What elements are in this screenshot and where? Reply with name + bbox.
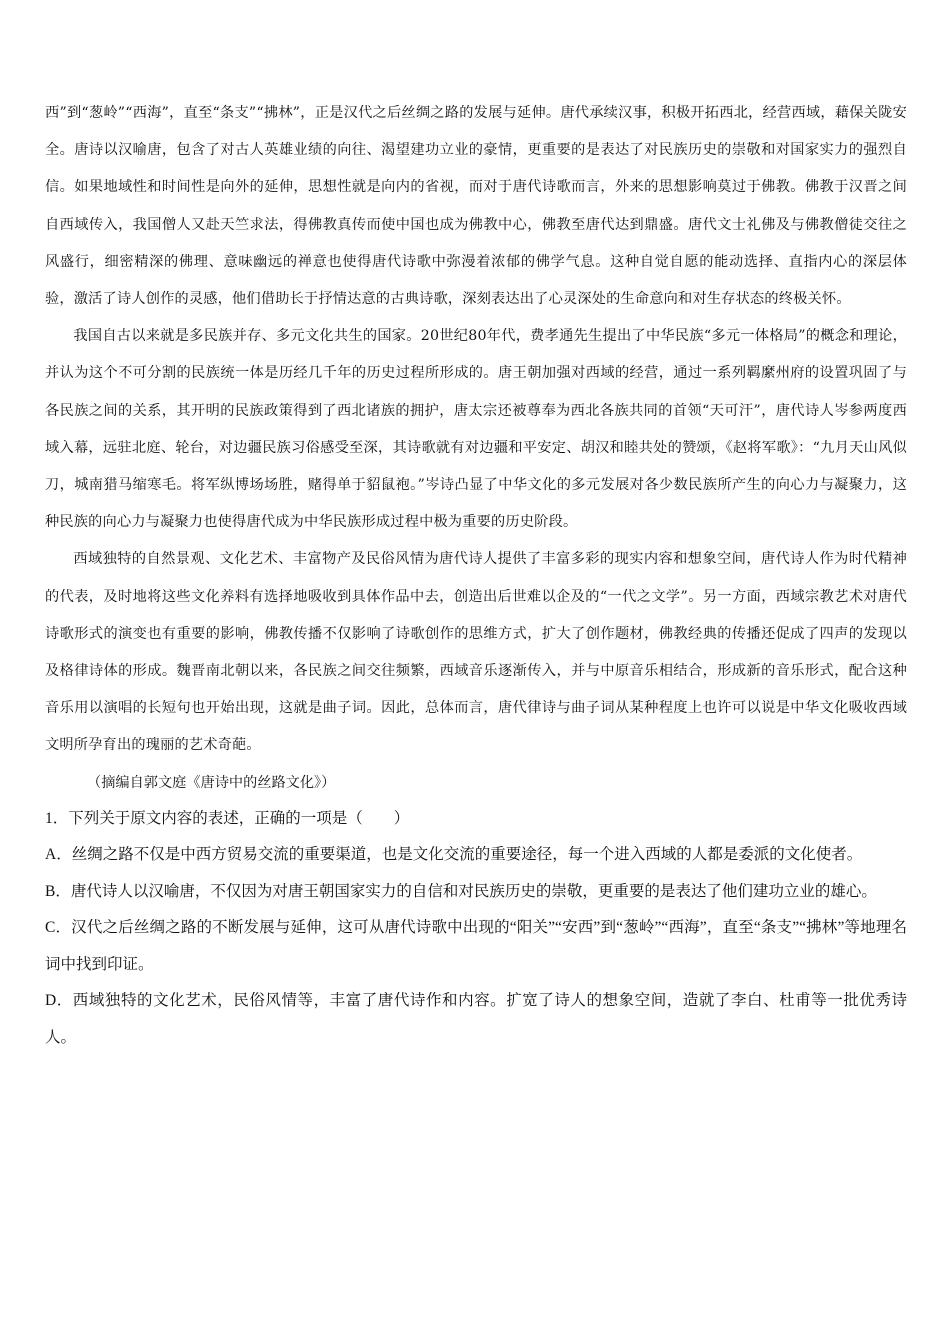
passage-paragraph-2: 我国自古以来就是多民族并存、多元文化共生的国家。20世纪80年代，费孝通先生提出了中华民族“多元一体格局”的概念和理论，并认为这个不可分割的民族统一体是历经几千年的历史过程所形成的。唐王朝加强对西域的经营，通过一系列羁縻州府的设置巩固了与各民族之间的关系，其开明的民族政策得到了西北诸族的拥护，唐太宗还被尊奉为西北各族共同的首领“天可汗”，唐代诗人岑参两度西域入幕，远驻北庭、轮台，对边疆民族习俗感受至深，其诗歌就有对边疆和平安定、胡汉和睦共处的赞颂，《赵将军歌》：“九月天山风似刀，城南猎马缩寒毛。将军纵博场场胜，赌得单于貂鼠袍。”岑诗凸显了中华文化的多元发展对各少数民族所产生的向心力与凝聚力，这种民族的向心力与凝聚力也使得唐代成为中华民族形成过程中极为重要的历史阶段。 — [45, 328, 907, 531]
passage-paragraph-1: 西”到“葱岭”“西海”，直至“条支”“拂林”，正是汉代之后丝绸之路的发展与延伸。唐代承续汉事，积极开拓西北，经营西域，藉保关陇安全。唐诗以汉喻唐，包含了对古人英雄业绩的向往、渴望建功立业的豪情，更重要的是表达了对民族历史的崇敬和对国家实力的强烈自信。如果地域性和时间性是向外的延伸，思想性就是向内的省视，而对于唐代诗歌而言，外来的思想影响莫过于佛教。佛教于汉晋之间自西域传入，我国僧人又赴天竺求法，得佛教真传而使中国也成为佛教中心，佛教至唐代达到鼎盛。唐代文士礼佛及与佛教僧徒交往之风盛行，细密精深的佛理、意味幽远的禅意也使得唐代诗歌中弥漫着浓郁的佛学气息。这种自觉自愿的能动选择、直指内心的深层体验，激活了诗人创作的灵感，他们借助长于抒情达意的古典诗歌，深刻表达出了心灵深处的生命意向和对生存状态的终极关怀。 — [45, 105, 907, 308]
question-stem: 1．下列关于原文内容的表述，正确的一项是（ ） — [45, 809, 410, 827]
option-a: A．丝绸之路不仅是中西方贸易交流的重要渠道，也是文化交流的重要途径，每一个进入西域的人都是委派的文化使者。 — [45, 846, 863, 864]
option-b: B．唐代诗人以汉喻唐，不仅因为对唐王朝国家实力的自信和对民族历史的崇敬，更重要的是表达了他们建功立业的雄心。 — [45, 882, 877, 900]
passage-source: （摘编自郭文庭《唐诗中的丝路文化》） — [87, 774, 336, 791]
passage-paragraph-3: 西域独特的自然景观、文化艺术、丰富物产及民俗风情为唐代诗人提供了丰富多彩的现实内容和想象空间，唐代诗人作为时代精神的代表，及时地将这些文化养料有选择地吸收到具体作品中去，创造出后世难以企及的“一代之文学”。另一方面，西域宗教艺术对唐代诗歌形式的演变也有重要的影响，佛教传播不仅影响了诗歌创作的思维方式，扩大了创作题材，佛教经典的传播还促成了四声的发现以及格律诗体的形成。魏晋南北朝以来，各民族之间交往频繁，西域音乐逐渐传入，并与中原音乐相结合，形成新的音乐形式，配合这种音乐用以演唱的长短句也开始出现，这就是曲子词。因此，总体而言，唐代律诗与曲子词从某种程度上也许可以说是中华文化吸收西域文明所孕育出的瑰丽的艺术奇葩。 — [45, 551, 907, 754]
document-page — [45, 95, 907, 1056]
option-d: D．西域独特的文化艺术，民俗风情等，丰富了唐代诗作和内容。扩宽了诗人的想象空间，造就了李白、杜甫等一批优秀诗人。 — [45, 992, 907, 1046]
option-c: C．汉代之后丝绸之路的不断发展与延伸，这可从唐代诗歌中出现的“阳关”“安西”到“葱岭”“西海”，直至“条支”“拂林”等地理名词中找到印证。 — [45, 919, 907, 973]
